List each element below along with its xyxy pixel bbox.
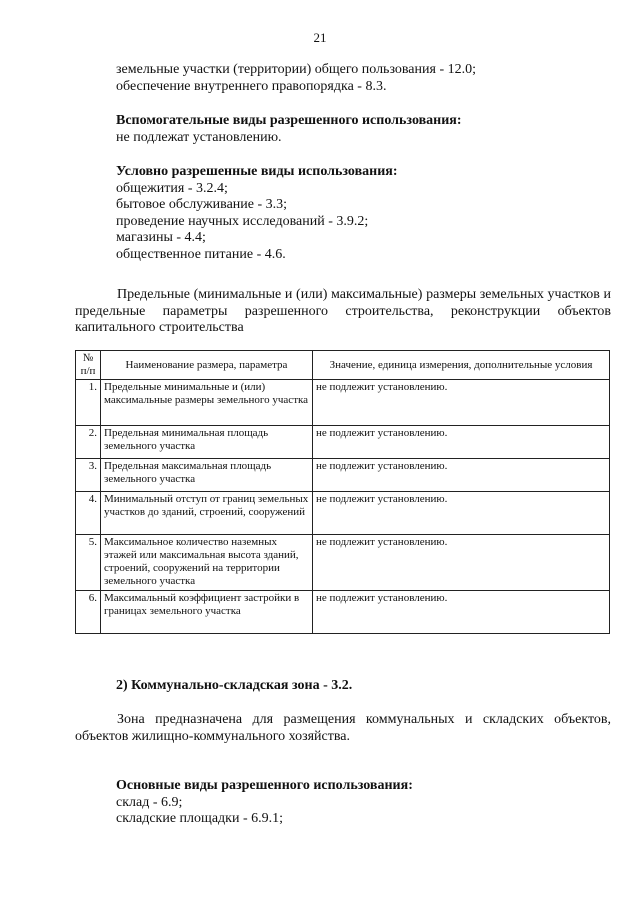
conditional-item: бытовое обслуживание - 3.3;: [116, 197, 288, 212]
row-number: 4.: [76, 492, 101, 535]
row-parameter: Максимальное количество наземных этажей или максимальная высота зданий, строений, сооружений на территории земельного участка: [101, 535, 313, 591]
conditional-item: общественное питание - 4.6.: [116, 246, 286, 262]
row-number: 6.: [76, 591, 101, 634]
zone-paragraph: Зона предназначена для размещения коммунальных и складских объектов, объектов жилищно-коммунального хозяйства.: [75, 712, 611, 744]
main-uses-section: [116, 778, 413, 828]
header-parameter: Наименование размера, параметра: [101, 351, 313, 380]
conditional-item: проведение научных исследований - 3.9.2;: [116, 213, 369, 229]
row-value: не подлежит установлению.: [313, 426, 610, 459]
row-number: 5.: [76, 535, 101, 591]
header-value: Значение, единица измерения, дополнительные условия: [313, 351, 610, 380]
row-value: не подлежит установлению.: [313, 459, 610, 492]
zone-heading: 2) Коммунально-складская зона - 3.2.: [116, 678, 353, 693]
row-number: 3.: [76, 459, 101, 492]
row-parameter: Предельная минимальная площадь земельного участка: [101, 426, 313, 459]
main-uses-heading: Основные виды разрешенного использования:: [116, 778, 413, 793]
limits-paragraph: Предельные (минимальные и (или) максимальные) размеры земельных участков и предельные параметры разрешенного строительства, реконструкции объектов капитального строительства: [75, 287, 611, 335]
header-number: № п/п: [76, 351, 101, 380]
page-number: 21: [313, 30, 327, 45]
row-parameter: Максимальный коэффициент застройки в границах земельного участка: [101, 591, 313, 634]
row-value: не подлежит установлению.: [313, 591, 610, 634]
auxiliary-text: не подлежат установлению.: [116, 129, 282, 145]
row-parameter: Минимальный отступ от границ земельных участков до зданий, строений, сооружений: [101, 492, 313, 535]
conditional-item: общежития - 3.2.4;: [116, 180, 228, 196]
row-value: не подлежит установлению.: [313, 380, 610, 426]
table-row: [76, 591, 610, 634]
table-row: [76, 426, 610, 459]
row-parameter: Предельные минимальные и (или) максимальные размеры земельного участка: [101, 380, 313, 426]
table-row: [76, 535, 610, 591]
table-row: [76, 459, 610, 492]
top-lines: [116, 62, 476, 95]
row-parameter: Предельная максимальная площадь земельного участка: [101, 459, 313, 492]
parameters-table: [75, 350, 610, 634]
auxiliary-section: [116, 113, 462, 146]
main-uses-item: складские площадки - 6.9.1;: [116, 811, 284, 826]
row-number: 1.: [76, 380, 101, 426]
main-uses-item: склад - 6.9;: [116, 794, 183, 810]
row-number: 2.: [76, 426, 101, 459]
table-header-row: [76, 351, 610, 380]
row-value: не подлежит установлению.: [313, 492, 610, 535]
conditional-heading: Условно разрешенные виды использования:: [116, 164, 398, 179]
table-row: [76, 492, 610, 535]
row-value: не подлежит установлению.: [313, 535, 610, 591]
table-row: [76, 380, 610, 426]
text-line: обеспечение внутреннего правопорядка - 8.3.: [116, 78, 387, 94]
text-line: земельные участки (территории) общего пользования - 12.0;: [116, 62, 477, 77]
conditional-item: магазины - 4.4;: [116, 230, 206, 245]
conditional-section: [116, 164, 398, 263]
auxiliary-heading: Вспомогательные виды разрешенного использования:: [116, 113, 462, 128]
